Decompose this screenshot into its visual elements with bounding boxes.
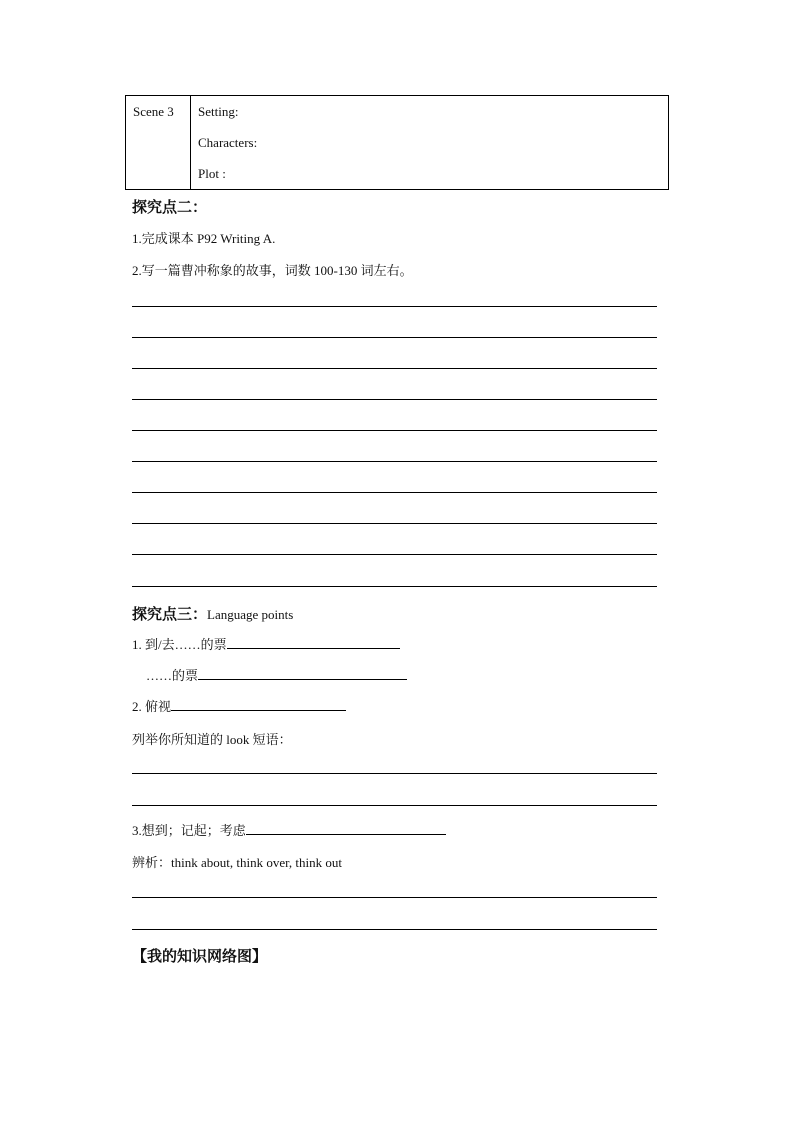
characters-field[interactable]: Characters:: [198, 135, 258, 150]
writing-line[interactable]: [132, 461, 657, 462]
plot-field[interactable]: Plot :: [198, 166, 226, 181]
writing-line[interactable]: [132, 368, 657, 369]
look-prompt: 列举你所知道的 look 短语：: [132, 732, 292, 747]
section3-item2: [132, 696, 346, 715]
analysis-prompt: 辨析：think about, think over, think out: [132, 855, 342, 870]
writing-line[interactable]: [132, 337, 657, 338]
writing-line[interactable]: [132, 492, 657, 493]
writing-line[interactable]: [132, 306, 657, 307]
section2-heading: 探究点二：: [132, 200, 208, 216]
item1-label: 到/去……的票: [145, 637, 227, 652]
item1-blank[interactable]: [227, 634, 400, 649]
writing-line[interactable]: [132, 554, 657, 555]
setting-field[interactable]: Setting:: [198, 104, 239, 119]
section2-item1: 1.完成课本 P92 Writing A.: [132, 231, 276, 246]
section3-heading-row: [132, 603, 293, 624]
answer-line[interactable]: [132, 897, 657, 898]
section3-item3: [132, 820, 446, 839]
item1b-blank[interactable]: [198, 665, 407, 680]
writing-line[interactable]: [132, 430, 657, 431]
section2-item2: 2.写一篇曹冲称象的故事，词数 100-130 词左右。: [132, 263, 413, 278]
answer-line[interactable]: [132, 805, 657, 806]
section3-heading: 探究点三：: [132, 607, 208, 623]
writing-line[interactable]: [132, 586, 657, 587]
item1-prefix: 1.: [132, 637, 142, 652]
scene-table: [125, 95, 669, 190]
section3-item1: [132, 634, 400, 653]
answer-line[interactable]: [132, 773, 657, 774]
writing-line[interactable]: [132, 399, 657, 400]
item2-blank[interactable]: [171, 696, 346, 711]
section3-item1b: [146, 665, 407, 684]
writing-line[interactable]: [132, 523, 657, 524]
item3-label: 3.想到；记起；考虑: [132, 823, 246, 838]
item2-label: 俯视: [145, 699, 172, 714]
answer-line[interactable]: [132, 929, 657, 930]
item1b-label: ……的票: [146, 668, 199, 683]
scene-label-cell: [126, 96, 191, 189]
scene-label: Scene 3: [133, 104, 174, 119]
knowledge-map-title: 【我的知识网络图】: [132, 949, 268, 965]
item2-prefix: 2.: [132, 699, 142, 714]
section3-heading-suffix: Language points: [207, 607, 294, 622]
item3-blank[interactable]: [246, 820, 446, 835]
